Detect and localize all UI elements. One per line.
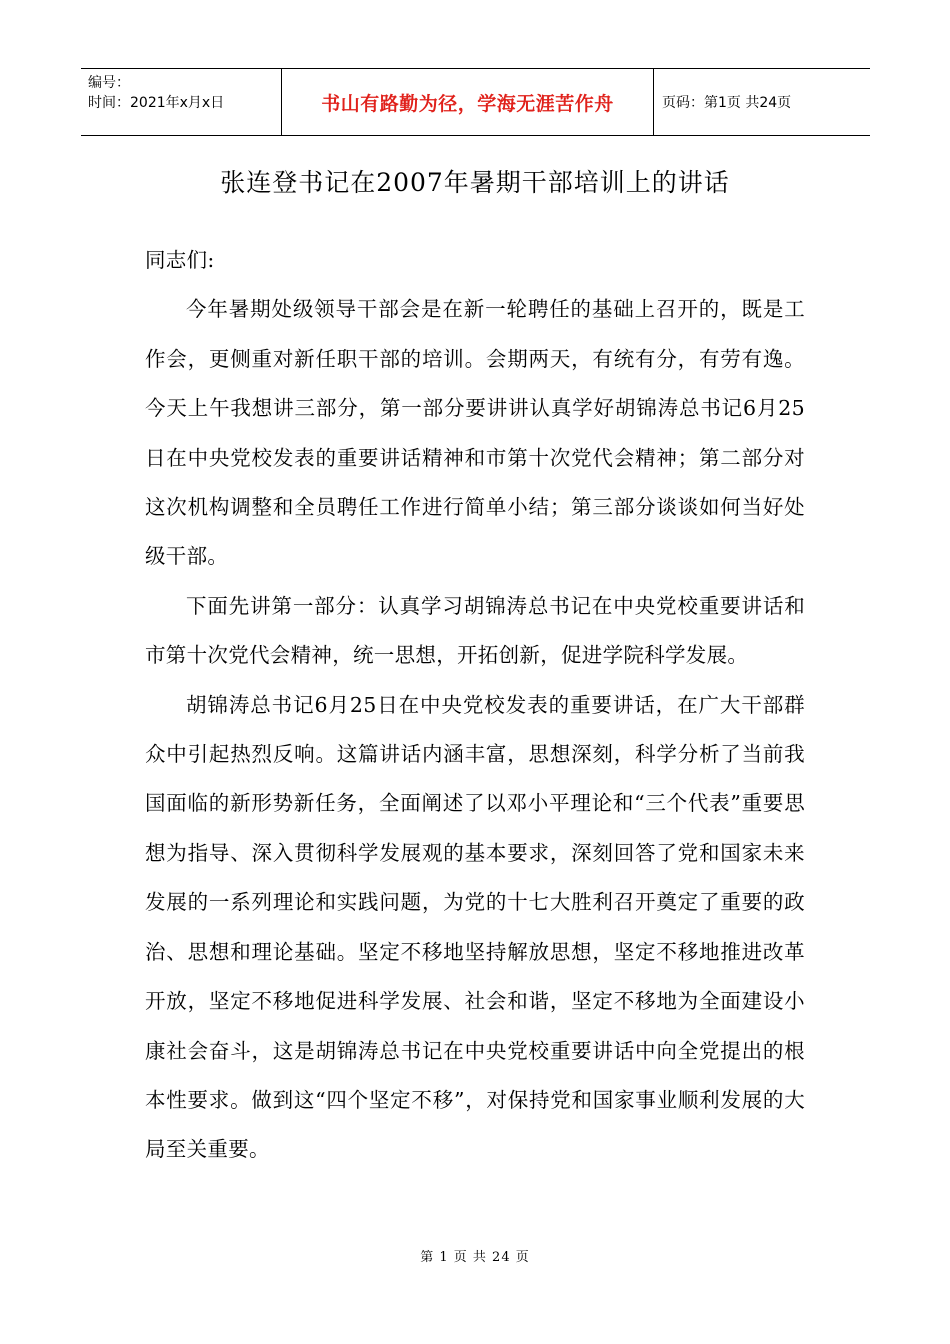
footer-page-number: 第 1 页 共 24 页 [420,1250,530,1265]
salutation: 同志们: [145,248,215,272]
header-page-info: 页码：第1页 共24页 [662,95,792,111]
header-meta-cell [81,69,281,135]
body-paragraph: 今年暑期处级领导干部会是在新一轮聘任的基础上召开的，既是工作会，更侧重对新任职干部的培训。会期两天，有统有分，有劳有逸。今天上午我想讲三部分，第一部分要讲讲认真学好胡锦涛总书记6月25日在中央党校发表的重要讲话精神和市第十次党代会精神；第二部分对这次机构调整和全员聘任工作进行简单小结；第三部分谈谈如何当好处级干部。 [145,297,805,569]
document-number-label: 编号： [88,75,130,91]
header-motto: 书山有路勤为径，学海无涯苦作舟 [321,92,614,115]
body-paragraph: 下面先讲第一部分：认真学习胡锦涛总书记在中央党校重要讲话和市第十次党代会精神，统一思想，开拓创新，促进学院科学发展。 [145,593,805,668]
document-date-label: 时间：2021年x月x日 [88,95,225,111]
header-page-cell [654,69,870,135]
header-motto-cell [281,69,654,135]
body-paragraph: 胡锦涛总书记6月25日在中央党校发表的重要讲话，在广大干部群众中引起热烈反响。这篇讲话内涵丰富，思想深刻，科学分析了当前我国面临的新形势新任务，全面阐述了以邓小平理论和“三个代表”重要思想为指导、深入贯彻科学发展观的基本要求，深刻回答了党和国家未来发展的一系列理论和实践问题，为党的十七大胜利召开奠定了重要的政治、思想和理论基础。坚定不移地坚持解放思想，坚定不移地推进改革开放，坚定不移地促进科学发展、社会和谐，坚定不移地为全面建设小康社会奋斗，这是胡锦涛总书记在中央党校重要讲话中向全党提出的根本性要求。做到这“四个坚定不移”，对保持党和国家事业顺利发展的大局至关重要。 [145,692,805,1162]
document-body [145,236,805,1175]
document-title: 张连登书记在2007年暑期干部培训上的讲话 [220,168,730,197]
document-header [81,68,870,136]
